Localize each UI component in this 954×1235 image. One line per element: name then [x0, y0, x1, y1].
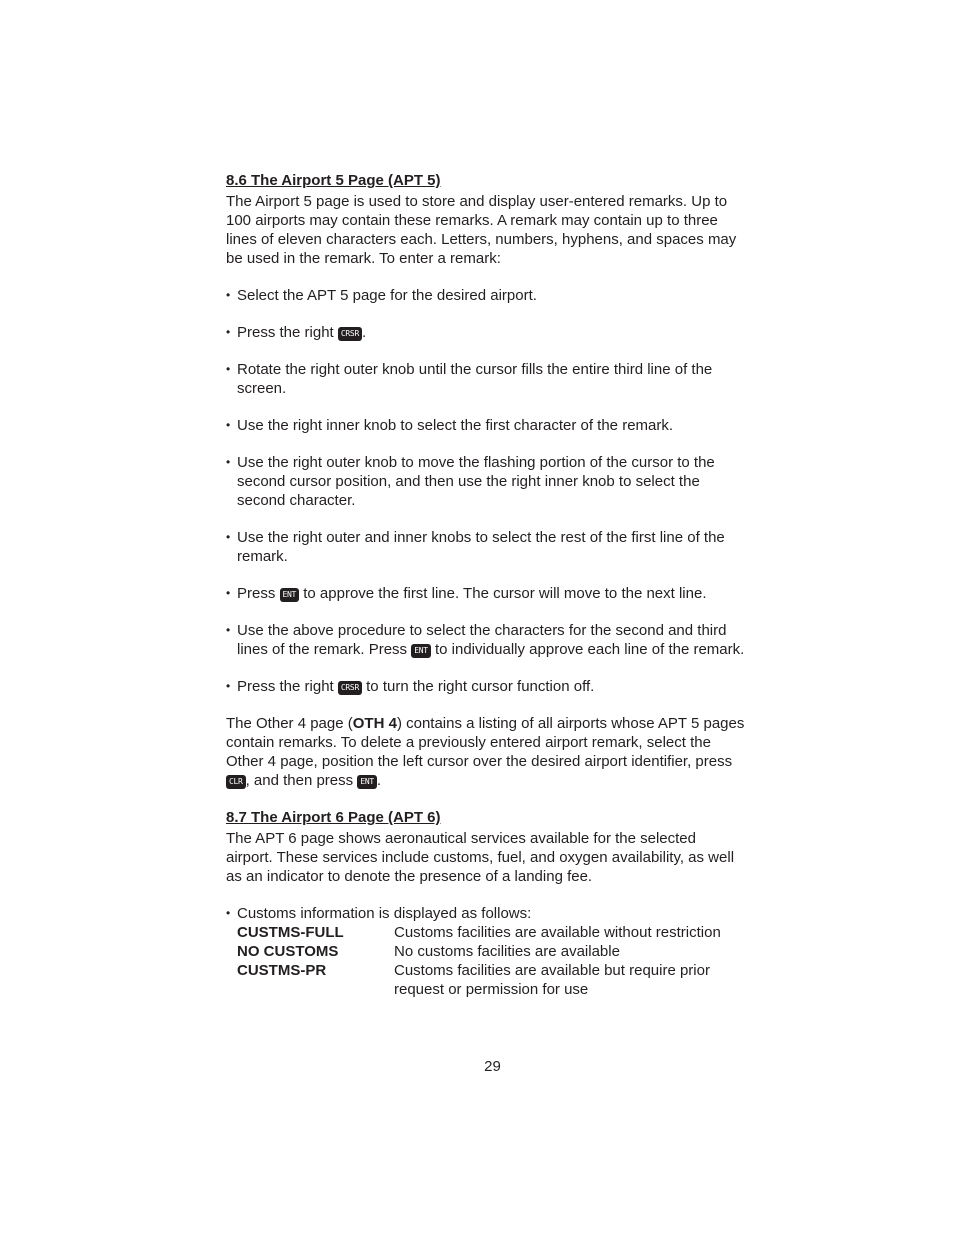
ent-key-icon: ENT [357, 775, 377, 789]
step-rest-first-line: • Use the right outer and inner knobs to select the rest of the first line of the remark. [226, 528, 746, 566]
definition-desc: Customs facilities are available but require prior request or permission for use [394, 962, 710, 998]
definition-desc: Customs facilities are available without restriction [394, 924, 721, 941]
ent-key-icon: ENT [411, 644, 431, 658]
definition-desc: No customs facilities are available [394, 943, 620, 960]
step-press-ent: • Press ENT to approve the first line. The cursor will move to the next line. [226, 584, 746, 603]
crsr-key-icon: CRSR [338, 681, 362, 695]
section-heading-apt6: 8.7 The Airport 6 Page (APT 6) [226, 809, 441, 826]
customs-definitions [237, 923, 746, 999]
definition-term: CUSTMS-PR [237, 962, 327, 979]
step-other-lines: • Use the above procedure to select the characters for the second and third lines of the remark. Press ENT to individually approve each line of the remark. [226, 621, 746, 659]
customs-bullet: • Customs information is displayed as follows: [226, 904, 746, 923]
definition-term: NO CUSTOMS [237, 943, 339, 960]
step-rotate-outer-knob: • Rotate the right outer knob until the cursor fills the entire third line of the screen. [226, 360, 746, 398]
page-number: 29 [484, 1058, 501, 1075]
definition-row [237, 923, 746, 942]
apt5-intro: The Airport 5 page is used to store and display user-entered remarks. Up to 100 airports may contain these remarks. A remark may contain up to three lines of eleven characters each. Letters, numbers, hyphens, and spaces may be used in the remark. To enter a remark: [226, 193, 737, 267]
crsr-key-icon: CRSR [338, 327, 362, 341]
step-second-character: • Use the right outer knob to move the flashing portion of the cursor to the second cursor position, and then use the right inner knob to select the second character. [226, 453, 746, 510]
clr-key-icon: CLR [226, 775, 246, 789]
oth4-paragraph: The Other 4 page (OTH 4) contains a listing of all airports whose APT 5 pages contain remarks. To delete a previously entered airport remark, select the Other 4 page, position the left cursor over the desired airport identifier, press CLR , and then press ENT . [226, 715, 745, 789]
definition-row [237, 942, 746, 961]
step-cursor-off: • Press the right CRSR to turn the right cursor function off. [226, 677, 746, 696]
manual-page [226, 171, 746, 999]
definition-row [237, 961, 746, 999]
step-select-page: • Select the APT 5 page for the desired airport. [226, 286, 746, 305]
apt6-intro: The APT 6 page shows aeronautical services available for the selected airport. These services include customs, fuel, and oxygen availability, as well as an indicator to denote the presence of a landing fee. [226, 830, 735, 885]
section-heading-apt5: 8.6 The Airport 5 Page (APT 5) [226, 172, 441, 189]
step-press-crsr: • Press the right CRSR . [226, 323, 746, 342]
oth4-label: OTH 4 [352, 715, 397, 732]
ent-key-icon: ENT [280, 588, 300, 602]
step-inner-knob: • Use the right inner knob to select the first character of the remark. [226, 416, 746, 435]
definition-term: CUSTMS-FULL [237, 924, 344, 941]
